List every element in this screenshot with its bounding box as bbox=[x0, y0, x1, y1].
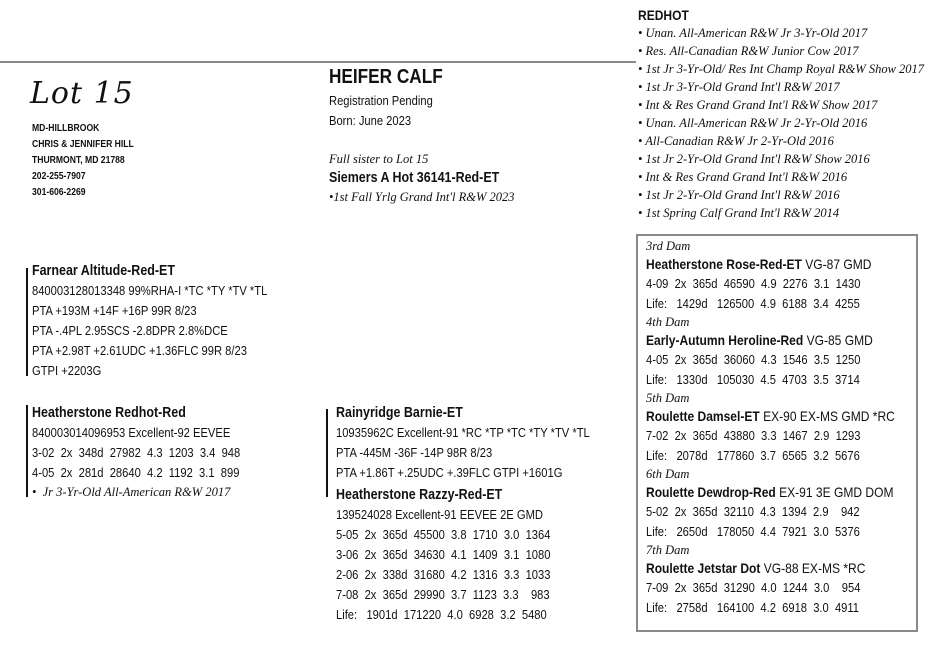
animal-title: HEIFER CALF bbox=[329, 66, 443, 88]
award-item: • 1st Jr 2-Yr-Old Grand Int'l R&W 2016 bbox=[638, 188, 840, 202]
dam-entry-3rd bbox=[646, 238, 935, 314]
award-item: • All-Canadian R&W Jr 2-Yr-Old 2016 bbox=[638, 134, 834, 148]
dam-entry-record: 5-02 2x 365d 32110 4.3 1394 2.9 942 bbox=[646, 504, 860, 519]
dam-record-1: 3-02 2x 348d 27982 4.3 1203 3.4 948 bbox=[32, 445, 241, 460]
redhot-awards bbox=[638, 6, 924, 222]
sire-bracket bbox=[26, 268, 28, 376]
dam-entry-classification: VG-87 GMD bbox=[801, 256, 872, 272]
dam-entry-7th bbox=[646, 542, 935, 618]
consignor-phone-1: 202-255-7907 bbox=[32, 171, 86, 182]
dam-entry-name bbox=[646, 482, 895, 502]
ancestor-dams-box bbox=[636, 234, 918, 632]
dam-entry-name-text: Heatherstone Rose-Red-ET bbox=[646, 256, 802, 272]
dam-block bbox=[32, 403, 274, 501]
dam-entry-lifetime: Life: 2758d 164100 4.2 6918 3.0 4911 bbox=[646, 600, 860, 615]
dam-name: Heatherstone Redhot-Red bbox=[32, 405, 186, 421]
award-item: • Unan. All-American R&W Jr 3-Yr-Old 2017 bbox=[638, 26, 868, 40]
sibling-relation: Full sister to Lot 15 bbox=[329, 152, 429, 166]
award-item: • Int & Res Grand Grand Int'l R&W Show 2017 bbox=[638, 98, 878, 112]
second-dam-block bbox=[336, 485, 585, 625]
dam-entry-record: 4-09 2x 365d 46590 4.9 2276 3.1 1430 bbox=[646, 276, 861, 291]
dam-entry-classification: VG-85 GMD bbox=[803, 332, 873, 348]
award-item: • 1st Spring Calf Grand Int'l R&W 2014 bbox=[638, 206, 840, 220]
redhot-title: REDHOT bbox=[638, 7, 689, 23]
sire-pta-line-1: PTA +193M +14F +16P 99R 8/23 bbox=[32, 303, 197, 318]
consignor-address: THURMONT, MD 21788 bbox=[32, 155, 125, 166]
dam-entry-classification: VG-88 EX-MS *RC bbox=[760, 560, 866, 576]
dam-entry-name bbox=[646, 558, 895, 578]
second-dam-record-4: 7-08 2x 365d 29990 3.7 1123 3.3 983 bbox=[336, 587, 550, 602]
dam-entry-name bbox=[646, 254, 895, 274]
dam-entry-name-text: Roulette Dewdrop-Red bbox=[646, 484, 776, 500]
sire-pta-line-2: PTA -.4PL 2.95SCS -2.8DPR 2.8%DCE bbox=[32, 323, 228, 338]
top-divider bbox=[0, 61, 636, 63]
birth-date: Born: June 2023 bbox=[329, 113, 412, 128]
dam-entry-record: 7-02 2x 365d 43880 3.3 1467 2.9 1293 bbox=[646, 428, 861, 443]
dam-sire-block bbox=[336, 403, 631, 483]
dam-entry-record: 7-09 2x 365d 31290 4.0 1244 3.0 954 bbox=[646, 580, 861, 595]
sire-pta-line-3: PTA +2.98T +2.61UDC +1.36FLC 99R 8/23 bbox=[32, 343, 247, 358]
dam-entry-name bbox=[646, 330, 895, 350]
dam-generation-label: 5th Dam bbox=[646, 391, 690, 405]
dam-sire-pta-line-2: PTA +1.86T +.25UDC +.39FLC GTPI +1601G bbox=[336, 465, 563, 480]
dam-id-line: 840003014096953 Excellent-92 EEVEE bbox=[32, 425, 231, 440]
consignor-info bbox=[32, 121, 150, 201]
sire-name: Farnear Altitude-Red-ET bbox=[32, 263, 175, 279]
dam-sire-id-line: 10935962C Excellent-91 *RC *TP *TC *TY *TV *TL bbox=[336, 425, 590, 440]
dam-entry-name-text: Roulette Jetstar Dot bbox=[646, 560, 761, 576]
sibling-note bbox=[329, 151, 527, 205]
second-dam-record-3: 2-06 2x 338d 31680 4.2 1316 3.3 1033 bbox=[336, 567, 551, 582]
second-dam-name: Heatherstone Razzy-Red-ET bbox=[336, 487, 503, 503]
award-item: • Res. All-Canadian R&W Junior Cow 2017 bbox=[638, 44, 859, 58]
dam-record-2: 4-05 2x 281d 28640 4.2 1192 3.1 899 bbox=[32, 465, 240, 480]
dam-entry-classification: EX-90 EX-MS GMD *RC bbox=[759, 408, 895, 424]
dam-sire-pta-line-1: PTA -445M -36F -14P 98R 8/23 bbox=[336, 445, 493, 460]
second-dam-record-1: 5-05 2x 365d 45500 3.8 1710 3.0 1364 bbox=[336, 527, 551, 542]
dam-entry-record: 4-05 2x 365d 36060 4.3 1546 3.5 1250 bbox=[646, 352, 861, 367]
dam-award: • Jr 3-Yr-Old All-American R&W 2017 bbox=[32, 485, 231, 499]
award-item: • Unan. All-American R&W Jr 2-Yr-Old 2016 bbox=[638, 116, 868, 130]
dam-entry-lifetime: Life: 2078d 177860 3.7 6565 3.2 5676 bbox=[646, 448, 860, 463]
sire-block bbox=[32, 261, 306, 381]
dam-sire-name: Rainyridge Barnie-ET bbox=[336, 405, 463, 421]
dam-generation-label: 3rd Dam bbox=[646, 239, 691, 253]
sire-gtpi: GTPI +2203G bbox=[32, 363, 102, 378]
dam-entry-name bbox=[646, 406, 895, 426]
sibling-name: Siemers A Hot 36141-Red-ET bbox=[329, 170, 500, 186]
dam-entry-6th bbox=[646, 466, 935, 542]
lot-label: Lot 15 bbox=[30, 76, 134, 111]
consignor-farm: MD-HILLBROOK bbox=[32, 123, 100, 134]
dam-entry-5th bbox=[646, 390, 935, 466]
dam-generation-label: 6th Dam bbox=[646, 467, 690, 481]
sire-id-line: 840003128013348 99%RHA-I *TC *TY *TV *TL bbox=[32, 283, 268, 298]
dam-entry-name-text: Roulette Damsel-ET bbox=[646, 408, 760, 424]
dam-entry-lifetime: Life: 1330d 105030 4.5 4703 3.5 3714 bbox=[646, 372, 860, 387]
award-item: • 1st Jr 3-Yr-Old Grand Int'l R&W 2017 bbox=[638, 80, 840, 94]
registration-status: Registration Pending bbox=[329, 93, 433, 108]
dam-bracket bbox=[26, 405, 28, 497]
dam-entry-name-text: Early-Autumn Heroline-Red bbox=[646, 332, 804, 348]
redhot-award-list bbox=[638, 24, 924, 222]
ancestor-dams-list bbox=[646, 238, 935, 618]
consignor-owners: CHRIS & JENNIFER HILL bbox=[32, 139, 134, 150]
award-item: • 1st Jr 2-Yr-Old Grand Int'l R&W Show 2016 bbox=[638, 152, 870, 166]
sibling-award: •1st Fall Yrlg Grand Int'l R&W 2023 bbox=[329, 190, 515, 204]
dam-entry-4th bbox=[646, 314, 935, 390]
animal-header bbox=[329, 66, 461, 131]
dam-entry-lifetime: Life: 2650d 178050 4.4 7921 3.0 5376 bbox=[646, 524, 860, 539]
award-item: • 1st Jr 3-Yr-Old/ Res Int Champ Royal R&W Show 2017 bbox=[638, 62, 925, 76]
second-dam-record-2: 3-06 2x 365d 34630 4.1 1409 3.1 1080 bbox=[336, 547, 551, 562]
award-item: • Int & Res Grand Grand Int'l R&W 2016 bbox=[638, 170, 848, 184]
second-dam-id-line: 139524028 Excellent-91 EEVEE 2E GMD bbox=[336, 507, 543, 522]
dam-generation-label: 4th Dam bbox=[646, 315, 690, 329]
dam-generation-label: 7th Dam bbox=[646, 543, 690, 557]
consignor-phone-2: 301-606-2269 bbox=[32, 187, 86, 198]
second-dam-lifetime: Life: 1901d 171220 4.0 6928 3.2 5480 bbox=[336, 607, 547, 622]
dam-entry-lifetime: Life: 1429d 126500 4.9 6188 3.4 4255 bbox=[646, 296, 860, 311]
dam-entry-classification: EX-91 3E GMD DOM bbox=[775, 484, 894, 500]
dam-sire-bracket bbox=[326, 409, 328, 497]
